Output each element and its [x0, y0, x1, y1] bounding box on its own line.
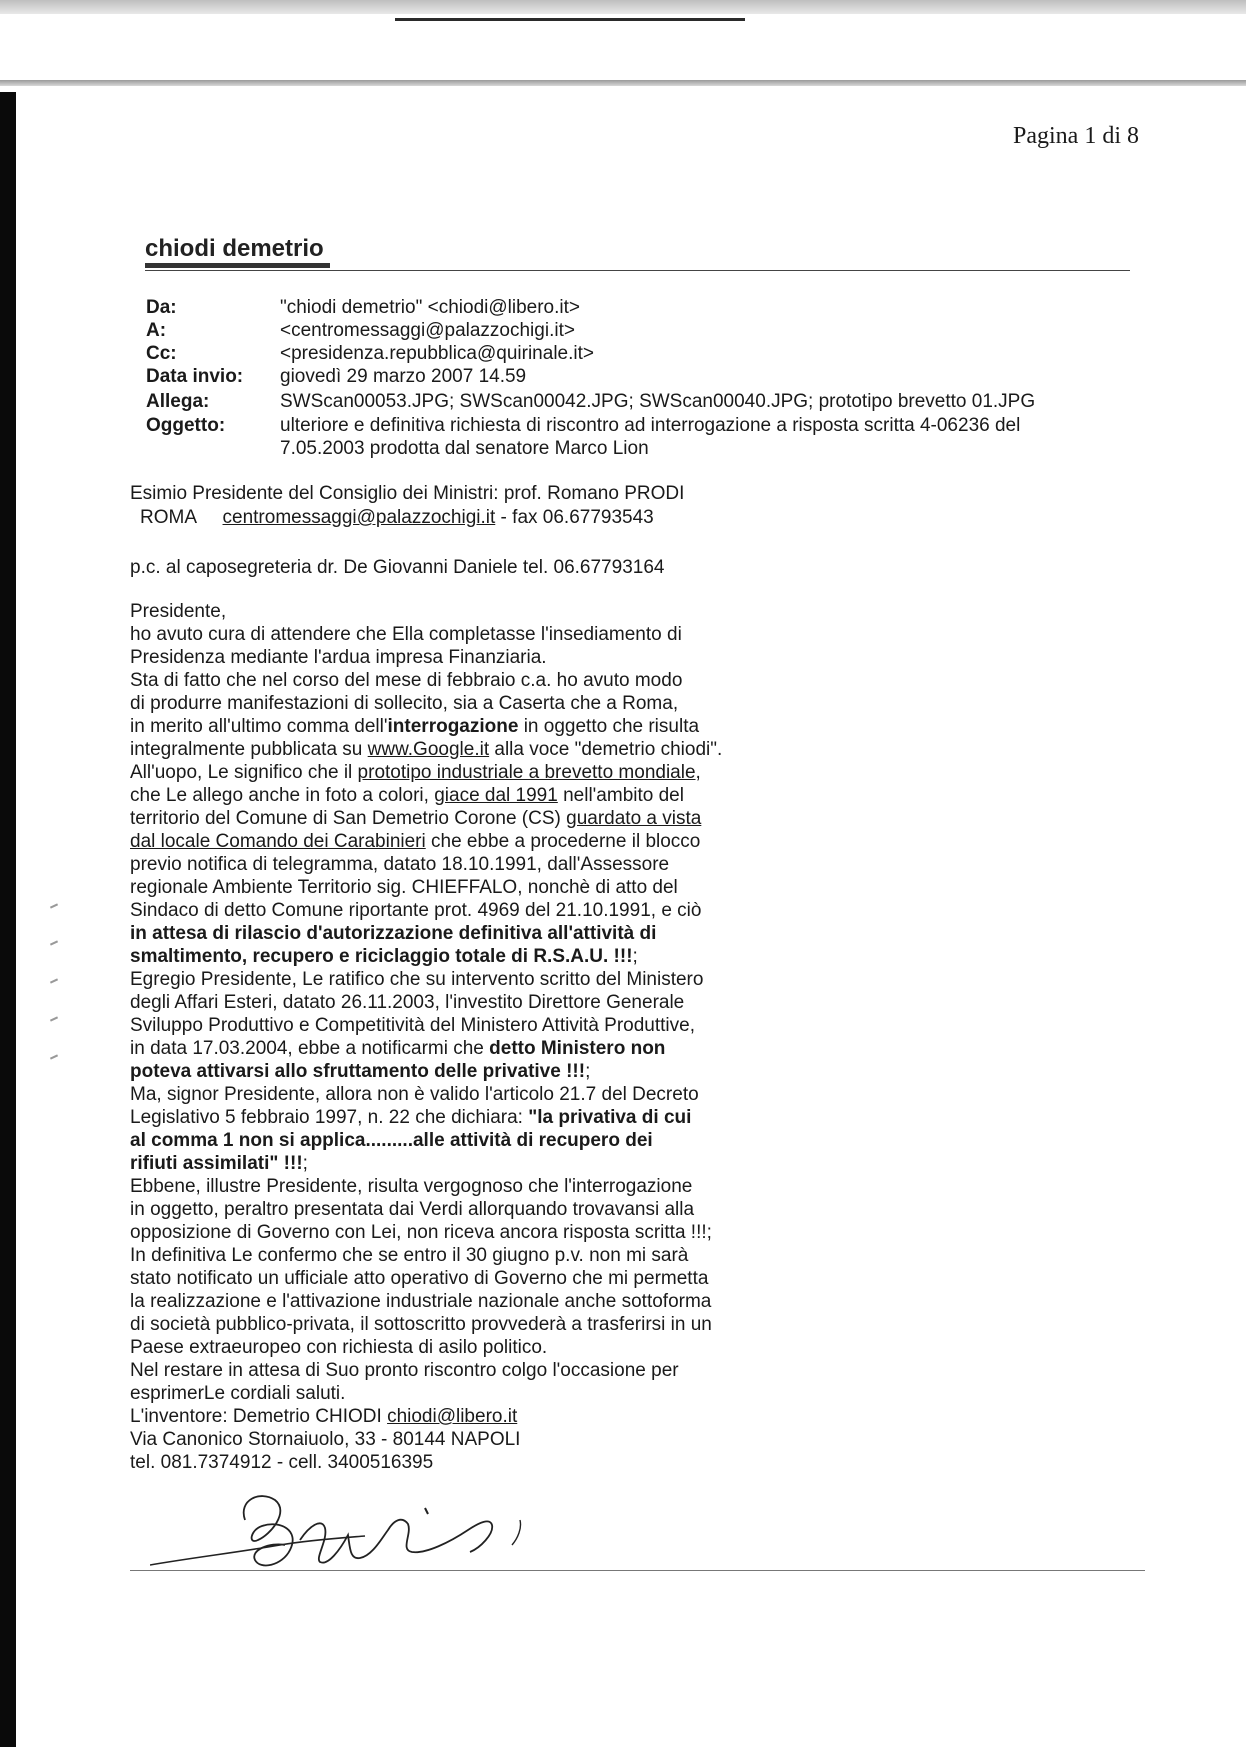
- body-text: Legislativo 5 febbraio 1997, n. 22 che dichiara:: [130, 1107, 529, 1128]
- subject-line: ulteriore e definitiva richiesta di riscontro ad interrogazione a risposta scritta 4-06236 del: [280, 415, 1021, 436]
- scan-mark: [50, 903, 58, 908]
- scan-left-border: [0, 92, 16, 1747]
- body-text: All'uopo, Le significo che il: [130, 762, 358, 783]
- body-bold-text: rifiuti assimilati" !!!: [130, 1153, 303, 1174]
- body-text: nell'ambito del: [557, 785, 684, 806]
- body-line: [130, 738, 722, 761]
- body-bold-text: detto Ministero non: [489, 1038, 666, 1059]
- body-line: Sta di fatto che nel corso del mese di febbraio c.a. ho avuto modo: [130, 670, 683, 691]
- handwritten-signature: [150, 1490, 590, 1580]
- body-line: Sviluppo Produttivo e Competitività del Ministero Attività Produttive,: [130, 1015, 695, 1036]
- body-text: integralmente pubblicata su: [130, 739, 368, 760]
- google-link[interactable]: www.Google.it: [367, 739, 490, 760]
- body-underlined-text: dal locale Comando dei Carabinieri: [130, 831, 426, 852]
- body-line: [130, 1060, 722, 1083]
- body-bold-text: interrogazione: [387, 716, 519, 737]
- letter-body: [130, 600, 722, 1474]
- body-line: Paese extraeuropeo con richiesta di asilo politico.: [130, 1337, 548, 1358]
- body-underlined-text: guardato a vista: [566, 808, 702, 829]
- body-bold-text: poteva attivarsi allo sfruttamento delle privative !!!: [130, 1061, 586, 1082]
- recipient-address: [140, 507, 654, 529]
- body-line: [130, 830, 722, 853]
- body-text: territorio del Comune di San Demetrio Corone (CS): [130, 808, 567, 829]
- scan-top-mark: [395, 18, 745, 21]
- body-line: Egregio Presidente, Le ratifico che su intervento scritto del Ministero: [130, 969, 704, 990]
- body-bold-text: smaltimento, recupero e riciclaggio totale di R.S.A.U. !!!: [130, 946, 633, 967]
- header-divider: [145, 270, 1130, 271]
- body-bold-text: in attesa di rilascio d'autorizzazione definitiva all'attività di: [130, 923, 657, 944]
- body-text: in data 17.03.2004, ebbe a notificarmi che: [130, 1038, 490, 1059]
- body-line: All'uopo, Le significo che il prototipo industriale a brevetto mondiale,: [130, 762, 701, 783]
- sender-underline: [145, 263, 330, 268]
- sender-name: chiodi demetrio: [145, 235, 324, 262]
- subject-label: Oggetto:: [146, 415, 226, 436]
- body-text: che ebbe a procederne il blocco: [425, 831, 701, 852]
- recipient-line: Esimio Presidente del Consiglio dei Ministri: prof. Romano PRODI: [130, 483, 685, 504]
- body-underlined-text: giace dal 1991: [434, 785, 558, 806]
- scan-mark: [50, 1016, 58, 1021]
- body-line: Sindaco di detto Comune riportante prot. 4969 del 21.10.1991, e ciò: [130, 900, 702, 921]
- body-bold-text: "la privativa di cui: [528, 1107, 692, 1128]
- body-text: che Le allego anche in foto a colori,: [130, 785, 435, 806]
- body-line: Presidenza mediante l'ardua impresa Finanziaria.: [130, 647, 547, 668]
- scan-mark: [50, 1054, 58, 1059]
- body-line: [130, 715, 722, 738]
- date-value: giovedì 29 marzo 2007 14.59: [280, 366, 527, 387]
- body-text: ;: [632, 946, 638, 967]
- body-line: degli Affari Esteri, datato 26.11.2003, l'investito Direttore Generale: [130, 992, 685, 1013]
- body-line: regionale Ambiente Territorio sig. CHIEFFALO, nonchè di atto del: [130, 877, 678, 898]
- scan-fold-shadow: [0, 80, 1246, 86]
- recipient-city: ROMA: [140, 507, 196, 528]
- body-line: di società pubblico-privata, il sottoscritto provvederà a trasferirsi in un: [130, 1314, 712, 1335]
- to-label: A:: [146, 320, 167, 341]
- body-underlined-text: prototipo industriale a brevetto mondiale: [357, 762, 696, 783]
- body-line: [130, 945, 722, 968]
- body-text: in merito all'ultimo comma dell': [130, 716, 388, 737]
- scan-top-edge: [0, 0, 1246, 14]
- scan-mark: [50, 978, 58, 983]
- body-text: in oggetto che risulta: [518, 716, 700, 737]
- body-line: di produrre manifestazioni di sollecito, sia a Caserta che a Roma,: [130, 693, 679, 714]
- body-line: [130, 1405, 722, 1428]
- body-line: Ma, signor Presidente, allora non è valido l'articolo 21.7 del Decreto: [130, 1084, 699, 1105]
- cc-note: p.c. al caposegreteria dr. De Giovanni Daniele tel. 06.67793164: [130, 557, 665, 578]
- body-line: [130, 1037, 722, 1060]
- body-line: Nel restare in attesa di Suo pronto riscontro colgo l'occasione per: [130, 1360, 679, 1381]
- body-line: previo notifica di telegramma, datato 18.10.1991, dall'Assessore: [130, 854, 670, 875]
- body-line: Presidente,: [130, 601, 227, 622]
- body-line: in oggetto, peraltro presentata dai Verdi allorquando trovavansi alla: [130, 1199, 695, 1220]
- body-line: Ebbene, illustre Presidente, risulta vergognoso che l'interrogazione: [130, 1176, 693, 1197]
- signature-rule: [130, 1570, 1145, 1571]
- body-text: alla voce "demetrio chiodi".: [489, 739, 723, 760]
- body-text: L'inventore: Demetrio CHIODI: [130, 1406, 388, 1427]
- to-value: <centromessaggi@palazzochigi.it>: [280, 320, 575, 341]
- body-bold-text: al comma 1 non si applica.........alle attività di recupero dei: [130, 1130, 653, 1151]
- scan-mark: [50, 940, 58, 945]
- subject-line: 7.05.2003 prodotta dal senatore Marco Lion: [280, 438, 649, 459]
- page-number: Pagina 1 di 8: [1013, 123, 1139, 149]
- body-line: [130, 1129, 722, 1152]
- body-line: stato notificato un ufficiale atto operativo di Governo che mi permetta: [130, 1268, 709, 1289]
- attachments-value: SWScan00053.JPG; SWScan00042.JPG; SWScan00040.JPG; prototipo brevetto 01.JPG: [280, 391, 1036, 412]
- body-line: [130, 1152, 722, 1175]
- attachments-label: Allega:: [146, 391, 210, 412]
- body-text: ;: [585, 1061, 591, 1082]
- body-line: [130, 1106, 722, 1129]
- sender-email-link[interactable]: chiodi@libero.it: [387, 1406, 518, 1427]
- recipient-fax: - fax 06.67793543: [495, 507, 654, 528]
- body-line: tel. 081.7374912 - cell. 3400516395: [130, 1452, 434, 1473]
- body-line: [130, 807, 722, 830]
- body-line: [130, 922, 722, 945]
- body-line: In definitiva Le confermo che se entro il 30 giugno p.v. non mi sarà: [130, 1245, 689, 1266]
- body-text: ;: [302, 1153, 308, 1174]
- body-line: [130, 784, 722, 807]
- from-label: Da:: [146, 297, 177, 318]
- body-line: Via Canonico Stornaiuolo, 33 - 80144 NAPOLI: [130, 1429, 521, 1450]
- cc-label: Cc:: [146, 343, 177, 364]
- from-value: "chiodi demetrio" <chiodi@libero.it>: [280, 297, 580, 318]
- recipient-email-link[interactable]: centromessaggi@palazzochigi.it: [222, 507, 496, 528]
- cc-value: <presidenza.repubblica@quirinale.it>: [280, 343, 594, 364]
- body-line: la realizzazione e l'attivazione industriale nazionale anche sottoforma: [130, 1291, 712, 1312]
- date-label: Data invio:: [146, 366, 244, 387]
- body-line: esprimerLe cordiali saluti.: [130, 1383, 346, 1404]
- body-line: opposizione di Governo con Lei, non riceva ancora risposta scritta !!!;: [130, 1222, 712, 1243]
- body-line: ho avuto cura di attendere che Ella completasse l'insediamento di: [130, 624, 682, 645]
